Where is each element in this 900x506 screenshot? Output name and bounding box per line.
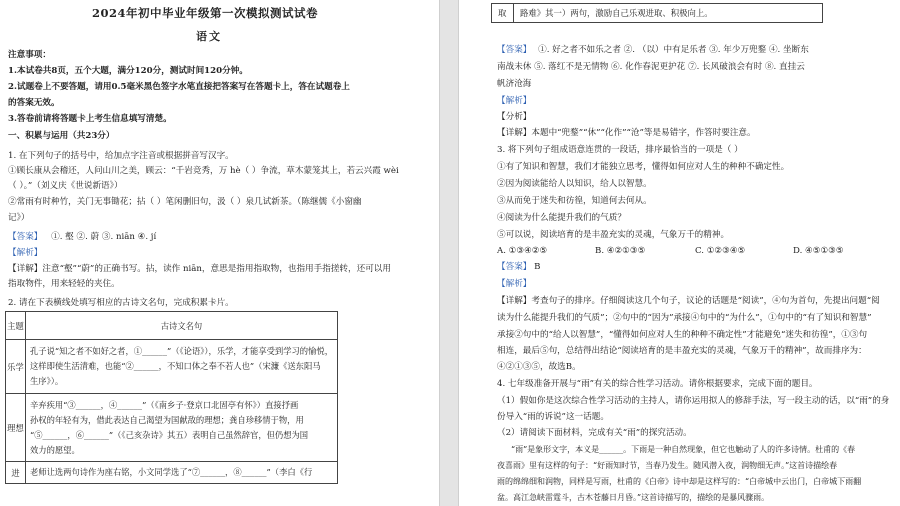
table-cell-lines [25,340,337,394]
note-line: 2.试题卷上不要答题，请用0.5毫米黑色签字水笔直接把答案写在答题卡上，答在试题卷上 [8,82,350,92]
question-3: 3. 将下列句子组成语意连贯的一段话，排序最恰当的一项是（ ） [497,145,743,155]
sub-question-line: （2）请阅读下面材料，完成有关“雨”的探究活动。 [497,428,692,438]
note-line: 3.答卷前请将答题卡上考生信息填写清楚。 [8,114,172,124]
table-header-lines: 古诗文名句 [25,312,337,340]
poetry-card-table [5,311,338,484]
table-line: 效力的愿望。 [29,444,80,455]
table-cell-theme: 理想 [6,394,26,462]
table-cell-lines [25,394,337,462]
analysis-label: 【解析】 [8,248,43,258]
detail-line: 相连，最后⑤句，总结得出结论“阅读培育的是丰盈充实的灵魂，气象万千的精神”，故而排序为： [497,346,867,356]
section-heading: 一、积累与运用（共23分） [8,131,115,141]
detail-line: 读为什么能提升我们的气质”；②句中的“因为”承接④句中的“为什么”，①句中的“有了知识和智慧” [497,313,872,323]
note-line: 的答案无效。 [8,98,60,108]
notes-heading: 注意事项： [8,50,51,60]
question-1-line: ②常雨有时种竹，关门无事锄花；拈（ ）笔闲删旧句，汲（ ）泉几试新茶。（陈继儒《小窗幽 [8,197,362,207]
option-d: D. ④⑤①③⑤ [793,246,844,256]
detail-line: 【详解】考查句子的排序。仔细阅读这几个句子，议论的话题是“阅读”，④句为首句，先提出问题“阅 [497,296,880,306]
sentence-item: ④阅读为什么能提升我们的气质？ [497,213,626,223]
question-4: 4. 七年级准备开展与“雨”有关的综合性学习活动。请你根据要求，完成下面的题目。 [497,379,818,389]
left-page [0,0,440,506]
option-c: C. ①②③④⑤ [695,246,746,256]
answer-label: 【答案】 [8,232,43,242]
table-cell-theme: 进 [6,462,26,484]
detail-line: 承接②句中的“给人以智慧”，“懂得如何应对人生的种种不确定性”才能避免“迷失和彷徨”，①③句 [497,330,868,340]
answer-row [8,232,156,243]
answer-label: 【答案】 [497,262,532,272]
table-line: 孔子说“知之者不如好之者，①______”（《论语》），乐学，才能享受到学习的愉悦， [29,346,333,356]
table-cell-theme: 取 [492,4,514,23]
page-gap [440,0,458,506]
table-header-theme: 主题 [6,312,26,340]
table-cell-lines [25,462,337,484]
detail-line: 【详解】本题中“兜鍪”“休”“化作”“沧”等是易错字，作答时要注意。 [497,128,756,138]
table-line: “⑤______，⑥______”（《己亥杂诗》其五）表明自己虽然辞官，但仍想为国 [29,429,309,440]
material-line: “雨”是象形文字，本义是______。下雨是一种自然现象，但它也触动了人的许多诗情。杜甫的《春 [511,445,856,454]
question-2: 2. 请在下表横线处填写相应的古诗文名句，完成积累卡片。 [8,298,234,308]
option-a: A. ①③④②⑤ [497,246,548,256]
answer-row [497,262,540,273]
answer-text: ①. 好之者不如乐之者 ②. （以）中有足乐者 ③. 年少万兜鍪 ④. 坐断东 [538,45,809,55]
answer-text: B [534,262,541,272]
answer-line: 南战未休 ⑤. 落红不是无情物 ⑥. 化作春泥更护花 ⑦. 长风破浪会有时 ⑧. 直挂云 [497,62,805,72]
material-line: 夜喜雨》里有这样的句子：“好雨知时节，当春乃发生。随风潜入夜，润物细无声。”这首诗描绘春 [497,461,838,470]
exam-title: 2024年初中毕业年级第一次模拟测试试卷 [92,6,319,20]
table-line: 生序》）。 [29,376,64,386]
answer-row [497,45,809,56]
right-page [458,0,900,506]
analysis-label: 【解析】 [497,96,532,106]
note-line: 1.本试卷共8页，五个大题，满分120分，测试时间120分钟。 [8,66,248,76]
material-line: 雨的绵绵细和润物，同样是写雨，杜甫的《白帝》诗中却是这样写的：“白帝城中云出门，白帝城下雨翻 [497,477,862,486]
answer-label: 【答案】 [497,45,532,55]
table-line: 这样即使生活清难，也能“②______，不知口体之奉不若人也”（宋濂《送东阳马 [29,361,321,371]
question-1-line: ①顾长康从会稽还，人问山川之美，顾云：“千岩竞秀，万 hè（ ）争流，草木蒙笼其上，若云兴霞 wèi [8,166,399,176]
question-1-line: 记》） [8,213,30,223]
detail-line: ④②①③⑤，故选B。 [497,362,581,372]
question-1: 1. 在下列句子的括号中，给加点字注音或根据拼音写汉字。 [8,151,234,161]
table-line: 辛弃疾用“③______，④______”（《南乡子·登京口北固亭有怀》）直接抒画 [29,399,299,410]
analysis-label: 【解析】 [497,279,532,289]
option-b: B. ④②①③⑤ [595,246,646,256]
table-line: 孙权的年轻有为，借此表达自己渴望为国献敌的理想；龚自珍移情于物，用 [29,414,304,425]
sub-question-line: 份导入“雨的诉说”这一话题。 [497,412,609,422]
sentence-item: ①有了知识和智慧，我们才能独立思考，懂得如何应对人生的种种不确定性。 [497,162,790,172]
subject-title: 语文 [196,30,222,43]
detail-line: 【详解】注意“壑”“蔚”的正确书写。拈，读作 niān，意思是指用指取物，也指用手指搓转，还可以用 [8,264,391,274]
table-cell-theme: 乐学 [6,340,26,394]
fenxi-label: 【分析】 [497,112,532,122]
table-line: 老师让选两句诗作为座右铭，小文同学选了“⑦______，⑧______”（李白《行 [29,467,313,477]
table-cell-lines: 路难》其一）两句，激励自己乐观进取、积极向上。 [514,4,823,23]
sentence-item: ⑤可以说，阅读培育的是丰盈充实的灵魂，气象万千的精神。 [497,230,730,240]
question-1-line: （ ）。”（刘义庆《世说新语》） [8,181,123,191]
answer-line: 帆济沧海 [497,79,532,89]
sentence-item: ②因为阅读能给人以知识，给人以智慧。 [497,179,652,189]
material-line: 盆。高江急峡雷霆斗，古木苍藤日月昏。”这首诗描写的，描绘的是暴风骤雨。 [497,493,770,502]
sentence-item: ③从而免于迷失和彷徨，知道何去何从。 [497,196,652,206]
detail-line: 指取物件，用来轻轻的夹住。 [8,279,120,289]
answer-text: ①. 壑 ②. 蔚 ③. niān ④. jí [51,232,157,242]
sub-question-line: （1）假如你是这次综合性学习活动的主持人，请你运用拟人的修辞手法，写一段主动的话，以“雨”的身 [497,396,890,406]
continued-table [491,3,823,23]
